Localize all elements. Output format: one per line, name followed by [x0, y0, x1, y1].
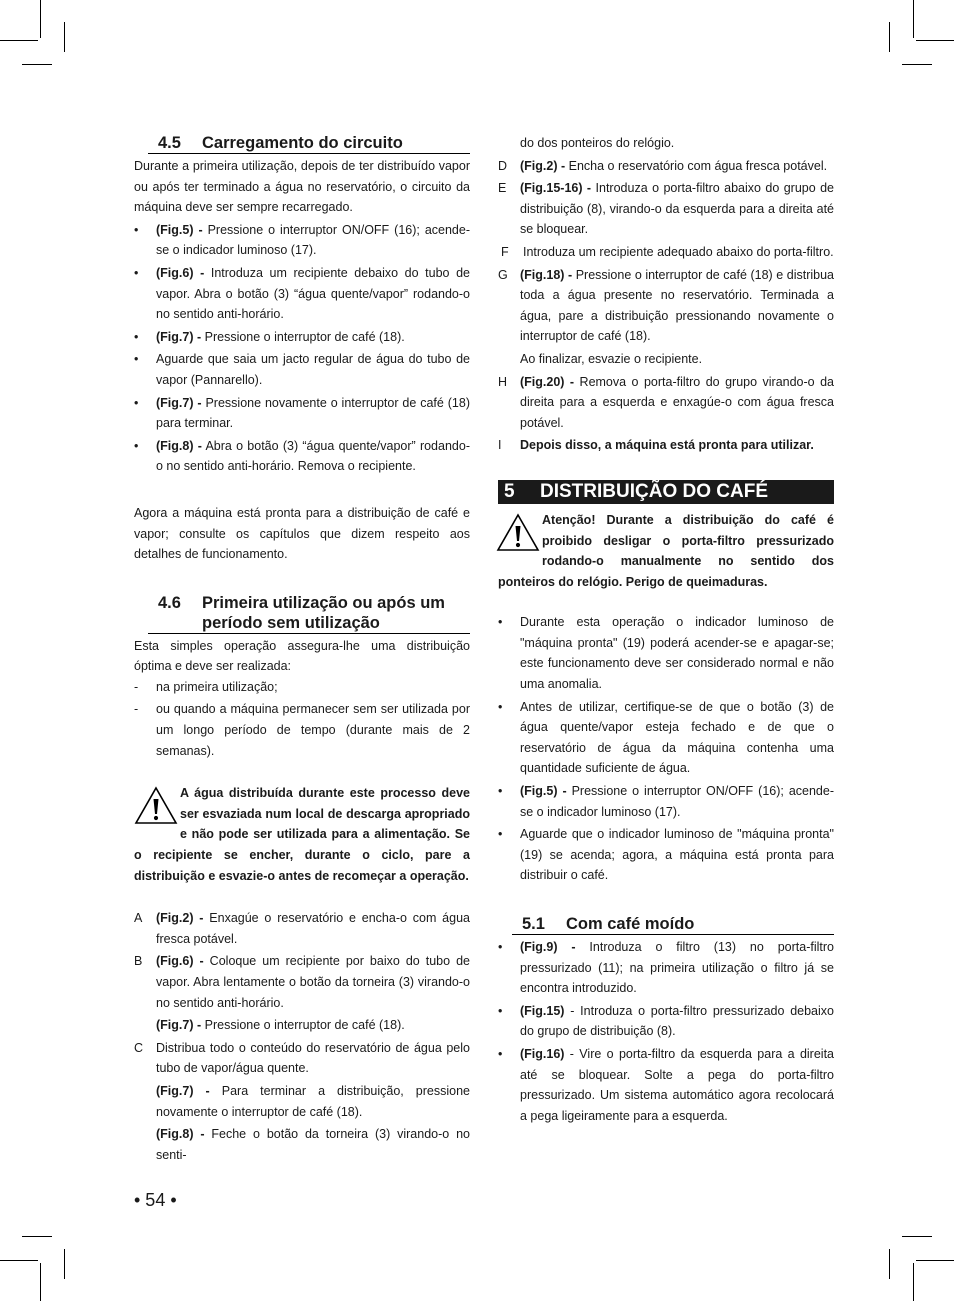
section-5-1-heading [512, 914, 834, 935]
step-item: G (Fig.18) - Pressione o interruptor de café (18) e distribua toda a água presente no reservatório. Terminada a água, pare a distribuição pressionando novamente o interruptor de café (18). [498, 267, 834, 344]
step-item: A (Fig.2) - Enxagúe o reservatório e encha-o com água fresca potável. [134, 911, 470, 946]
crop-mark [889, 1249, 890, 1279]
section-title: Primeira utilização ou após um período sem utilização [202, 593, 445, 632]
step-item: H (Fig.20) - Remova o porta-filtro do grupo virando-o da direita para a esquerda e enxagúe-o com água fresca potável. [498, 374, 834, 430]
paragraph: Durante a primeira utilização, depois de ter distribuído vapor ou após ter terminado a água no reservatório, o circuito da máquina deve ser sempre recarregado. [134, 159, 470, 215]
paragraph: Esta simples operação assegura-lhe uma distribuição óptima e deve ser realizada: [134, 638, 470, 674]
list-item: • Aguarde que o indicador luminoso de "máquina pronta" (19) se acenda; agora, a máquina está pronta para distribuir o café. [498, 827, 834, 883]
page-number: • 54 • [134, 1190, 177, 1210]
section-number: 5.1 [522, 915, 545, 933]
crop-mark [40, 0, 41, 38]
bullet-list [134, 220, 470, 477]
section-4-5-heading [148, 133, 470, 154]
section-number: 4.5 [158, 134, 181, 152]
crop-mark [916, 1260, 954, 1261]
crop-mark [913, 1263, 914, 1301]
paragraph: do dos ponteiros do relógio. [520, 136, 675, 150]
crop-mark [64, 1249, 65, 1279]
crop-mark [0, 1260, 38, 1261]
paragraph: Agora a máquina está pronta para a distribuição de café e vapor; consulte os capítulos que dizem respeito aos detalhes de funcionamento. [134, 505, 470, 562]
list-item: • (Fig.16) - Vire o porta-filtro da esquerda para a direita até se bloquear. Solte a pega do porta-filtro pressurizado. Um sistema automático agora recolocará a pega ligeiramente para a esquerda. [498, 1046, 834, 1123]
list-item: - na primeira utilização; [134, 679, 278, 694]
crop-mark [40, 1263, 41, 1301]
list-item: - ou quando a máquina permanecer sem ser utilizada por um longo período de tempo (durante mais de 2 semanas). [134, 702, 470, 758]
section-title: Carregamento do circuito [202, 134, 403, 152]
paragraph: Ao finalizar, esvazie o recipiente. [520, 351, 703, 366]
right-column [498, 133, 834, 1126]
crop-mark [902, 1236, 932, 1237]
crop-mark [916, 40, 954, 41]
step-item: I Depois disso, a máquina está pronta para utilizar. [498, 438, 814, 453]
crop-mark [902, 64, 932, 65]
warning-box [498, 510, 834, 592]
list-item: • (Fig.5) - Pressione o interruptor ON/OFF (16); acende-se o indicador luminoso (17). [498, 784, 834, 819]
section-number: 4.6 [158, 593, 181, 612]
warning-box [134, 783, 470, 886]
list-item: • (Fig.6) - Introduza um recipiente debaixo do tubo de vapor. Abra o botão (3) “água quente/vapor” rodando-o no sentido anti-horário. [134, 265, 470, 322]
list-item: • (Fig.8) - Abra o botão (3) “água quente/vapor” rodando-o no sentido anti-horário. Remova o recipiente. [134, 438, 470, 474]
step-item: D (Fig.2) - Encha o reservatório com água fresca potável. [498, 158, 828, 173]
warning-text: Atenção! Durante a distribuição do café é proibido desligar o porta-filtro pressurizado rodando-o manualmente no sentido dos ponteiros do relógio. Perigo de queimaduras. [498, 512, 834, 589]
warning-text: A água distribuída durante este processo deve ser esvaziada num local de descarga apropriado e não pode ser utilizada para a alimentação. Se o recipiente se encher, durante o ciclo, pare a distribuição e esvazie-o antes de recomeçar a operação. [134, 786, 470, 883]
list-item: • Antes de utilizar, certifique-se de que o botão (3) de água quente/vapor esteja fechado e de que o reservatório de água da máquina contenha uma quantidade suficiente de água. [498, 699, 834, 776]
step-item: F Introduza um recipiente adequado abaixo do porta-filtro. [501, 244, 834, 259]
step-list [134, 908, 470, 1165]
list-item: • (Fig.15) - Introduza o porta-filtro pressurizado debaixo do grupo de distribuição (8). [498, 1003, 834, 1039]
crop-mark [0, 40, 38, 41]
list-item: • (Fig.9) - Introduza o filtro (13) no porta-filtro pressurizado (11); na primeira utilização o filtro já se encontra introduzido. [498, 940, 834, 996]
list-item: • Aguarde que saia um jacto regular de água do tubo de vapor (Pannarello). [134, 352, 470, 387]
list-item: • (Fig.5) - Pressione o interruptor ON/OFF (16); acende-se o indicador luminoso (17). [134, 222, 470, 258]
left-column [134, 133, 470, 1165]
chapter-title: DISTRIBUIÇÃO DO CAFÉ [540, 480, 768, 502]
list-item: • (Fig.7) - Pressione o interruptor de café (18). [134, 329, 405, 344]
chapter-5-heading [498, 480, 834, 504]
bullet-list [498, 612, 834, 886]
crop-mark [22, 64, 52, 65]
list-item: • (Fig.7) - Pressione novamente o interruptor de café (18) para terminar. [134, 395, 470, 431]
bullet-list [498, 937, 834, 1126]
section-4-6-heading [148, 593, 470, 634]
crop-mark [22, 1236, 52, 1237]
list-item: • Durante esta operação o indicador luminoso de "máquina pronta" (19) poderá acender-se e apagar-se; este funcionamento deve ser considerado normal e não uma anomalia. [498, 615, 834, 692]
section-title: Com café moído [566, 915, 695, 933]
step-item: (Fig.7) - Para terminar a distribuição, pressione novamente o interruptor de café (18). [156, 1083, 470, 1119]
chapter-number: 5 [504, 480, 515, 502]
step-item: (Fig.8) - Feche o botão da torneira (3) virando-o no senti- [156, 1127, 470, 1162]
warning-triangle-icon [134, 785, 178, 825]
step-item: (Fig.7) - Pressione o interruptor de café (18). [156, 1018, 405, 1033]
step-list [498, 156, 834, 456]
warning-triangle-icon [496, 512, 540, 552]
crop-mark [913, 0, 914, 38]
step-item: B (Fig.6) - Coloque um recipiente por baixo do tubo de vapor. Abra lentamente o botão da torneira (3) virando-o no sentido anti-horário. [134, 954, 470, 1010]
step-item: E (Fig.15-16) - Introduza o porta-filtro abaixo do grupo de distribuição (8), virando-o da esquerda para a direita até se bloquear. [498, 181, 835, 237]
crop-mark [889, 22, 890, 52]
step-item: C Distribua todo o conteúdo do reservatório de água pelo tubo de vapor/água quente. [134, 1040, 470, 1076]
crop-mark [64, 22, 65, 52]
